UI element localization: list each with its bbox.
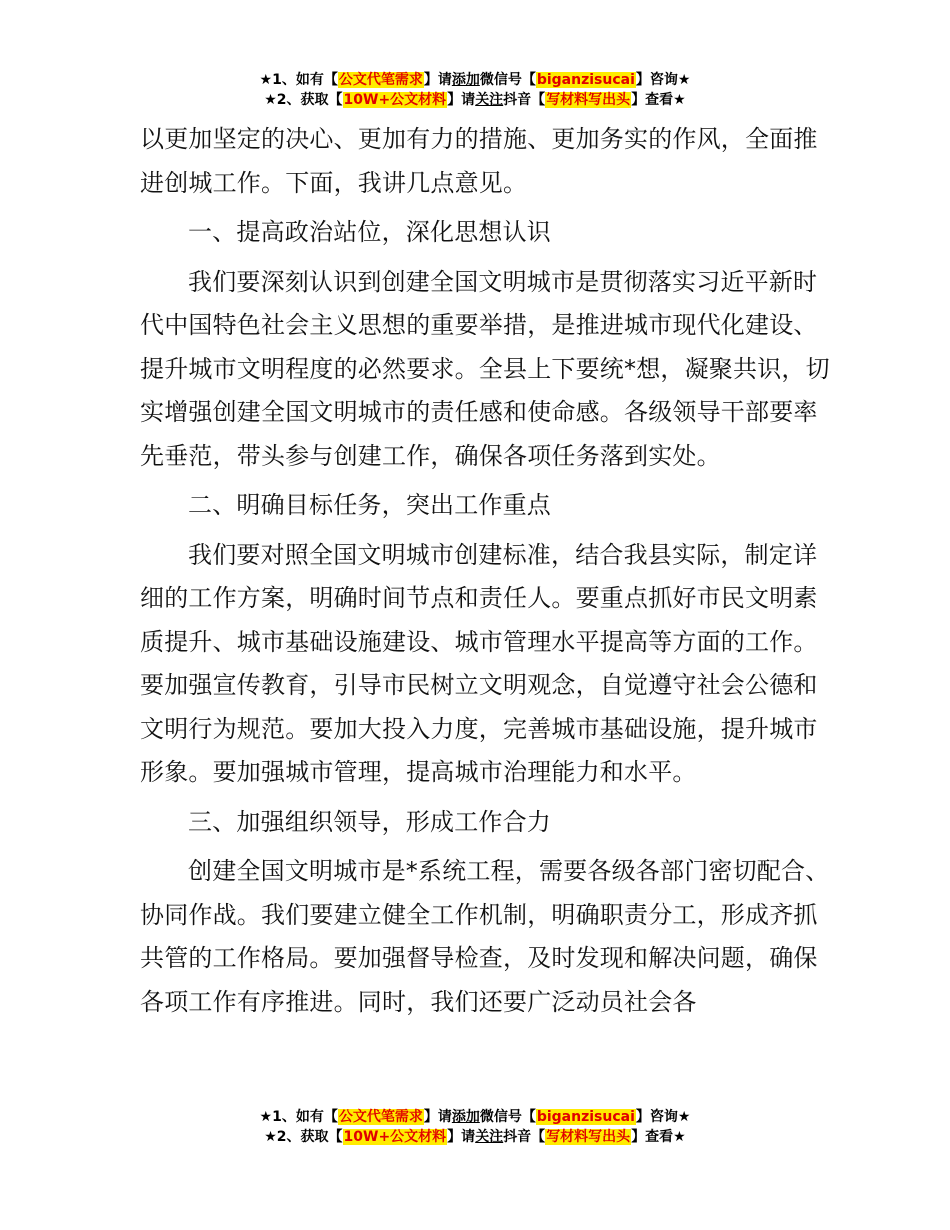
- footer-line-1-text-2: 微信号【: [479, 1109, 536, 1125]
- header-line-2-text-2: 抖音【: [503, 92, 546, 108]
- header-line-1: [0, 70, 950, 90]
- header-highlight-materials: 10W+公文材料: [343, 92, 447, 108]
- footer-line-2-suffix: 】查看★: [631, 1129, 686, 1145]
- footer-line-1-suffix: 】咨询★: [635, 1109, 691, 1125]
- section-2-heading: 二、明确目标任务，突出工作重点: [188, 491, 551, 519]
- section-1-paragraph: 我们要深刻认识到创建全国文明城市是贯彻落实习近平新时代中国特色社会主义思想的重要举措，是推进城市现代化建设、提升城市文明程度的必然要求。全县上下要统*想，凝聚共识，切实增强创建全国文明城市的责任感和使命感。各级领导干部要率先垂范，带头参与创建工作，确保各项任务落到实处。: [140, 267, 830, 470]
- footer-line-2: [0, 1127, 950, 1147]
- footer-banner: [0, 1107, 950, 1147]
- footer-highlight-douyin: 写材料写出头: [546, 1129, 631, 1145]
- section-1-heading: 一、提高政治站位，深化思想认识: [188, 218, 551, 246]
- footer-line-1-prefix: ★1、如有【: [259, 1109, 338, 1125]
- header-line-1-prefix: ★1、如有【: [259, 72, 338, 88]
- document-body: [140, 118, 830, 1024]
- header-highlight-douyin: 写材料写出头: [546, 92, 631, 108]
- footer-emphasis-follow: 关注: [475, 1129, 504, 1145]
- header-line-1-suffix: 】咨询★: [635, 72, 691, 88]
- header-line-2-suffix: 】查看★: [631, 92, 686, 108]
- footer-line-2-prefix: ★2、获取【: [264, 1129, 343, 1145]
- footer-highlight-materials: 10W+公文材料: [343, 1129, 447, 1145]
- header-emphasis-add: 添加: [451, 72, 480, 88]
- header-emphasis-follow: 关注: [475, 92, 504, 108]
- footer-emphasis-add: 添加: [451, 1109, 480, 1125]
- header-highlight-service: 公文代笔需求: [338, 72, 423, 88]
- footer-line-2-text-2: 抖音【: [503, 1129, 546, 1145]
- header-line-2: [0, 90, 950, 110]
- header-highlight-wechat: biganzisucai: [536, 72, 635, 88]
- footer-line-1-text: 】请: [423, 1109, 452, 1125]
- footer-highlight-wechat: biganzisucai: [536, 1109, 635, 1125]
- footer-highlight-service: 公文代笔需求: [338, 1109, 423, 1125]
- header-line-1-text: 】请: [423, 72, 452, 88]
- section-3-paragraph: 创建全国文明城市是*系统工程，需要各级各部门密切配合、协同作战。我们要建立健全工作机制，明确职责分工，形成齐抓共管的工作格局。要加强督导检查，及时发现和解决问题，确保各项工作有序推进。同时，我们还要广泛动员社会各: [140, 857, 830, 1016]
- header-line-2-prefix: ★2、获取【: [264, 92, 343, 108]
- footer-line-1: [0, 1107, 950, 1127]
- section-2-paragraph: 我们要对照全国文明城市创建标准，结合我县实际，制定详细的工作方案，明确时间节点和责任人。要重点抓好市民文明素质提升、城市基础设施建设、城市管理水平提高等方面的工作。要加强宣传教育，引导市民树立文明观念，自觉遵守社会公德和文明行为规范。要加大投入力度，完善城市基础设施，提升城市形象。要加强城市管理，提高城市治理能力和水平。: [140, 540, 818, 786]
- intro-paragraph: 以更加坚定的决心、更加有力的措施、更加务实的作风，全面推进创城工作。下面，我讲几点意见。: [140, 125, 818, 197]
- header-line-2-text: 】请: [447, 92, 476, 108]
- header-line-1-text-2: 微信号【: [479, 72, 536, 88]
- header-banner: [0, 70, 950, 110]
- section-3-heading: 三、加强组织领导，形成工作合力: [188, 807, 551, 836]
- footer-line-2-text: 】请: [447, 1129, 476, 1145]
